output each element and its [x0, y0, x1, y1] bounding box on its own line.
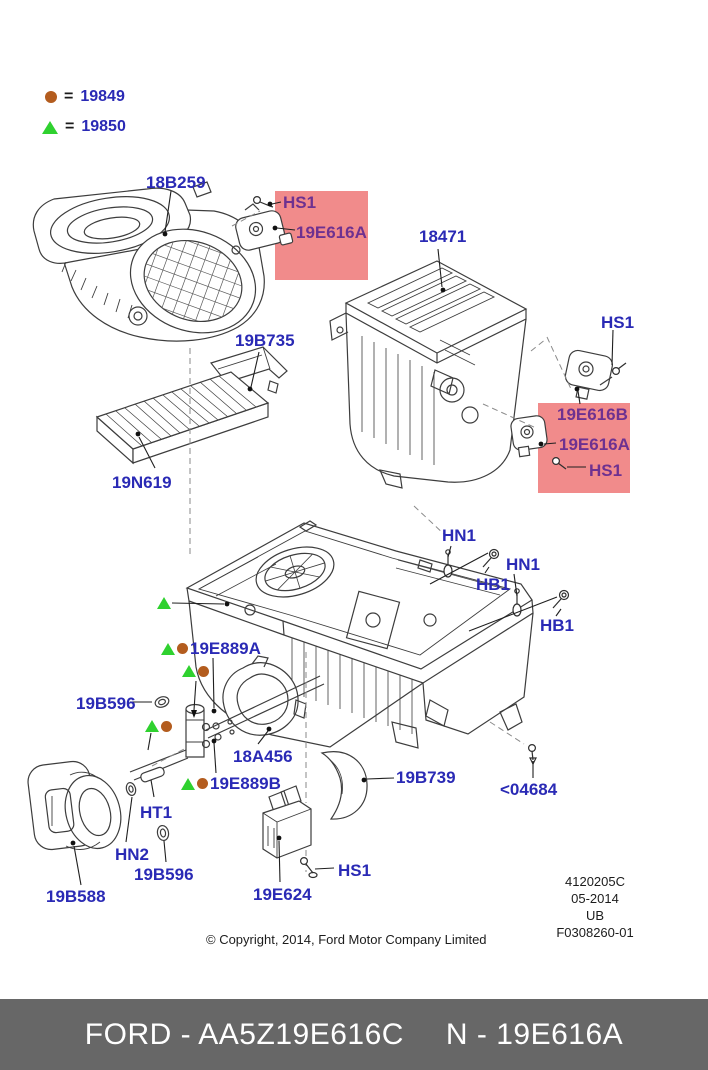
- part-label-19E616A-right: 19E616A: [559, 435, 630, 454]
- part-label-19N619: 19N619: [112, 473, 172, 492]
- part-label-19B588: 19B588: [46, 887, 106, 906]
- heater-case-drawing: [330, 261, 526, 488]
- stamp-line: 4120205C: [565, 874, 625, 889]
- triangle-marker: [157, 597, 171, 609]
- screw-hs1-right-icon: [613, 363, 626, 374]
- part-label-18B259: 18B259: [146, 173, 206, 192]
- copyright-text: © Copyright, 2014, Ford Motor Company Limited: [206, 932, 487, 947]
- orange-circle-icon: [45, 91, 57, 103]
- orange-circle-icon: [197, 778, 208, 789]
- triangle-circle-marker: [182, 665, 209, 677]
- part-label-18A456: 18A456: [233, 747, 293, 766]
- part-label-19B735: 19B735: [235, 331, 295, 350]
- screw-hs1-box-icon: [553, 458, 566, 469]
- legend-row-19849: [45, 88, 125, 106]
- part-label-18471: 18471: [419, 227, 467, 246]
- part-label-19E616A-top: 19E616A: [296, 223, 367, 242]
- footer-part-code: N - 19E616A: [445, 1017, 624, 1051]
- actuator-right-lower-drawing: [510, 415, 548, 457]
- cabin-filter-drawing: [97, 372, 268, 463]
- stamp-line: 05-2014: [571, 891, 619, 906]
- triangle-circle-marker: [145, 720, 172, 732]
- drawing-stamp: [539, 873, 651, 941]
- duct-drawing: [322, 752, 367, 819]
- bolt-hb1-2-icon: [553, 591, 569, 609]
- orange-circle-icon: [177, 643, 188, 654]
- part-label-04684: <04684: [500, 780, 558, 799]
- actuator-right-upper-drawing: [564, 349, 614, 399]
- green-triangle-icon: [157, 597, 171, 609]
- resistor-drawing: [263, 786, 311, 858]
- part-label-19B596-1: 19B596: [76, 694, 136, 713]
- legend-equals: =: [64, 88, 74, 105]
- green-triangle-icon: [181, 778, 195, 790]
- part-label-HT1: HT1: [140, 803, 173, 822]
- legend-code: 19850: [81, 118, 126, 135]
- part-label-HN1-2: HN1: [506, 555, 541, 574]
- orange-circle-icon: [161, 721, 172, 732]
- seal-drawing: [26, 760, 129, 855]
- green-triangle-icon: [42, 121, 58, 134]
- part-label-19E624: 19E624: [253, 885, 312, 904]
- part-label-HN2: HN2: [115, 845, 150, 864]
- bolt-hb1-1-icon: [483, 550, 499, 568]
- legend-row-19850: [42, 118, 126, 136]
- screw-hs1-bottom-icon: [301, 858, 317, 878]
- stamp-line: UB: [585, 908, 605, 923]
- part-label-HS1-right: HS1: [601, 313, 635, 332]
- legend-code: 19849: [80, 88, 125, 105]
- part-label-19E616B: 19E616B: [557, 405, 628, 424]
- part-label-HB1-2: HB1: [540, 616, 575, 635]
- part-label-text: 19E889B: [210, 774, 281, 793]
- stamp-line: F0308260-01: [556, 925, 634, 940]
- part-label-19E889A: [161, 640, 261, 657]
- footer-bar: [0, 999, 708, 1070]
- part-label-HS1-top: HS1: [283, 193, 317, 212]
- part-label-19E889B: [181, 775, 281, 792]
- screw-04684-icon: [529, 745, 536, 764]
- part-label-19B739: 19B739: [396, 768, 456, 787]
- part-label-text: 19E889A: [190, 639, 261, 658]
- orange-circle-icon: [198, 666, 209, 677]
- green-triangle-icon: [145, 720, 159, 732]
- part-label-HN1-1: HN1: [442, 526, 477, 545]
- part-label-HB1-1: HB1: [476, 575, 511, 594]
- part-label-HS1-box: HS1: [589, 461, 623, 480]
- footer-catalog-number: FORD - AA5Z19E616C: [84, 1017, 404, 1051]
- green-triangle-icon: [161, 643, 175, 655]
- part-label-19B596-2: 19B596: [134, 865, 194, 884]
- green-triangle-icon: [182, 665, 196, 677]
- part-label-HS1-bottom: HS1: [338, 861, 372, 880]
- legend-equals: =: [65, 118, 75, 135]
